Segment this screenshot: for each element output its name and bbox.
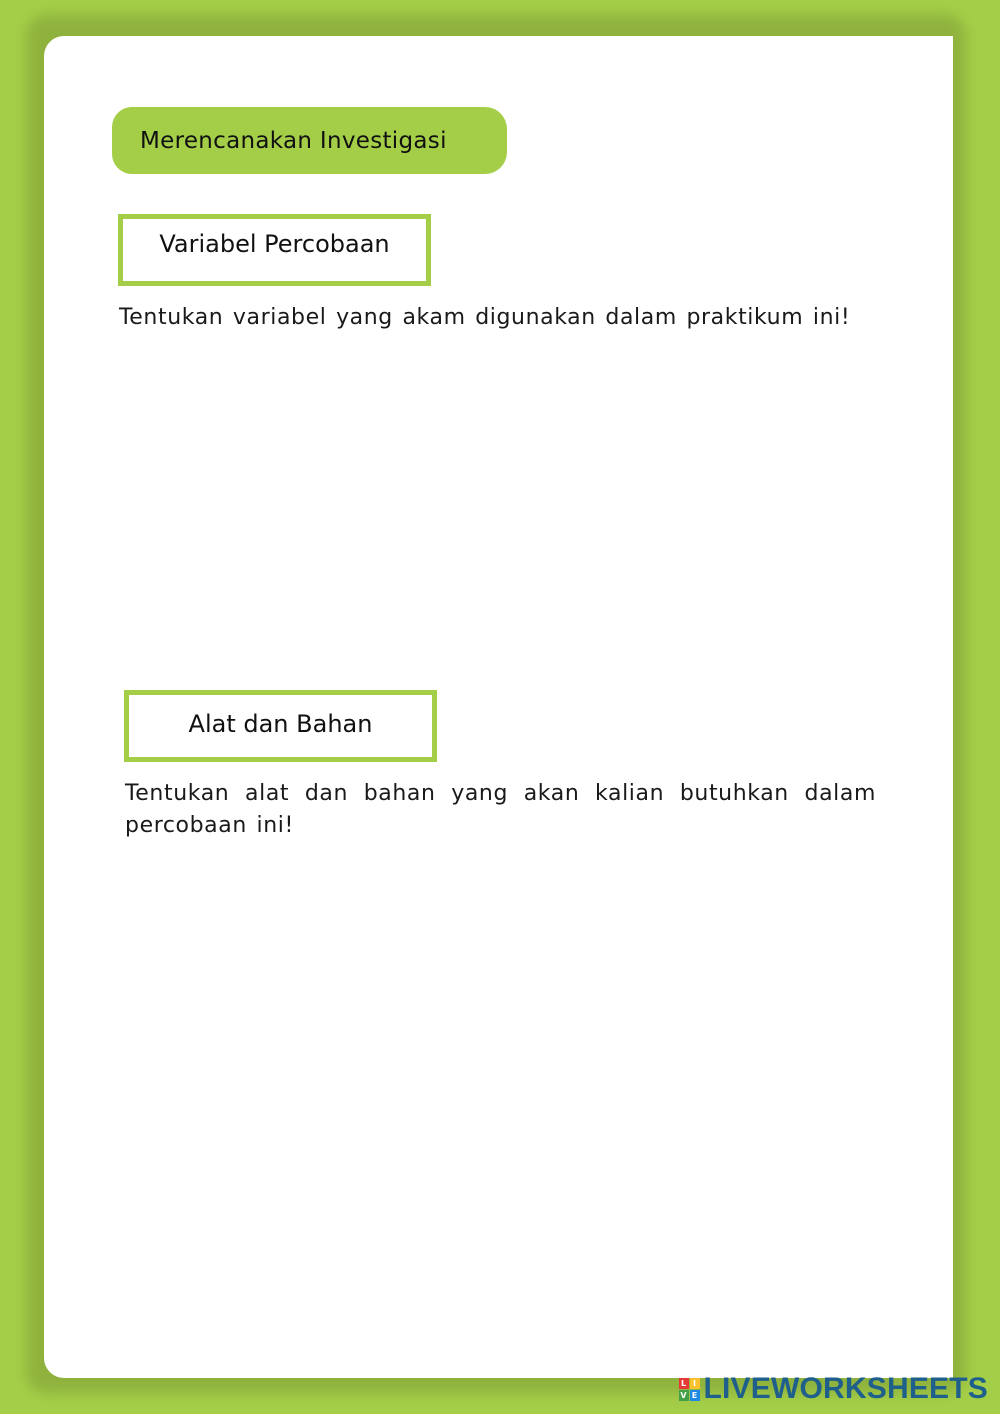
section-title: Merencanakan Investigasi [140, 127, 447, 154]
alat-bahan-label-box [124, 690, 437, 762]
alat-bahan-instruction: Tentukan alat dan bahan yang akan kalian butuhkan dalam percobaan ini! [125, 781, 876, 838]
liveworksheets-logo-icon [679, 1378, 700, 1401]
watermark-text: LIVEWORKSHEETS [703, 1372, 988, 1405]
logo-letter-l: L [679, 1378, 689, 1389]
variabel-percobaan-label: Variabel Percobaan [159, 230, 390, 258]
logo-letter-i: I [690, 1378, 700, 1389]
variabel-instruction: Tentukan variabel yang akam digunakan dalam praktikum ini! [119, 305, 851, 330]
logo-letter-e: E [690, 1390, 700, 1401]
section-title-pill [112, 107, 507, 174]
variabel-percobaan-label-box [118, 214, 431, 286]
alat-bahan-label: Alat dan Bahan [188, 710, 373, 738]
logo-letter-v: V [680, 1390, 687, 1400]
liveworksheets-watermark [679, 1372, 989, 1406]
